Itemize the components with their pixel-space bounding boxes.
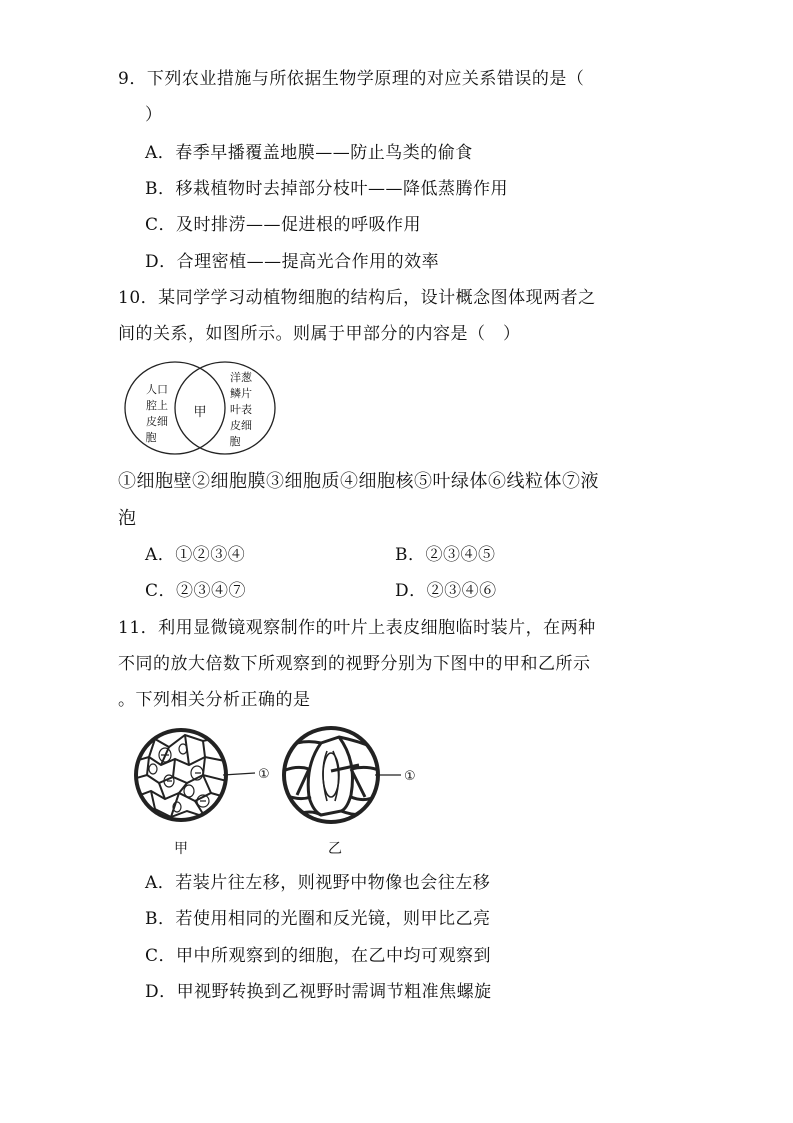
q9-option-d: D．合理密植——提高光合作用的效率 [145, 252, 440, 272]
venn-diagram [115, 358, 285, 458]
q10-stem-line2: 间的关系，如图所示。则属于甲部分的内容是（ ） [118, 324, 521, 344]
q11-option-b: B．若使用相同的光圈和反光镜，则甲比乙亮 [145, 909, 491, 929]
field-jia [133, 728, 270, 822]
venn-right-text: 鳞片 [230, 387, 252, 400]
q11-stem-line1: 11．利用显微镜观察制作的叶片上表皮细胞临时装片，在两种 [118, 618, 596, 638]
q9-option-b: B．移栽植物时去掉部分枝叶——降低蒸腾作用 [145, 179, 508, 199]
venn-left-text: 人口 [146, 383, 168, 396]
q9-option-a: A．春季早播覆盖地膜——防止鸟类的偷食 [145, 143, 473, 163]
q9-stem-line1: 9．下列农业措施与所依据生物学原理的对应关系错误的是（ [118, 69, 585, 89]
marker-yi: ① [404, 769, 416, 784]
marker-jia: ① [258, 767, 270, 782]
venn-right-text: 胞 [229, 435, 241, 448]
q11-stem-line3: 。下列相关分析正确的是 [118, 690, 311, 710]
venn-left-text: 皮细 [146, 415, 168, 428]
q10-items-line1: ①细胞壁②细胞膜③细胞质④细胞核⑤叶绿体⑥线粒体⑦液 [118, 471, 599, 492]
q10-stem-line1: 10．某同学学习动植物细胞的结构后，设计概念图体现两者之 [118, 288, 596, 308]
q11-option-d: D．甲视野转换到乙视野时需调节粗准焦螺旋 [145, 982, 492, 1002]
q10-option-b: B．②③④⑤ [395, 545, 496, 565]
q10-option-c: C．②③④⑦ [145, 581, 247, 601]
q11-stem-line2: 不同的放大倍数下所观察到的视野分别为下图中的甲和乙所示 [118, 654, 591, 674]
venn-right-text: 皮细 [230, 419, 252, 432]
q10-items-line2: 泡 [118, 508, 137, 529]
venn-right-text: 洋葱 [230, 371, 252, 384]
venn-right-text: 叶表 [230, 403, 252, 416]
q10-option-a: A．①②③④ [145, 545, 246, 565]
q11-option-a: A．若装片往左移，则视野中物像也会往左移 [145, 873, 491, 893]
q11-option-c: C．甲中所观察到的细胞，在乙中均可观察到 [145, 946, 492, 966]
q9-option-c: C．及时排涝——促进根的呼吸作用 [145, 215, 422, 235]
field-yi [282, 726, 416, 824]
q10-option-d: D．②③④⑥ [395, 581, 497, 601]
venn-left-text: 腔上 [146, 399, 168, 412]
label-jia: 甲 [174, 841, 188, 857]
q9-stem-line2: ） [145, 105, 163, 125]
label-yi: 乙 [328, 841, 342, 857]
venn-left-text: 胞 [145, 431, 157, 444]
microscope-figure [125, 725, 425, 860]
venn-center-label: 甲 [193, 405, 207, 420]
